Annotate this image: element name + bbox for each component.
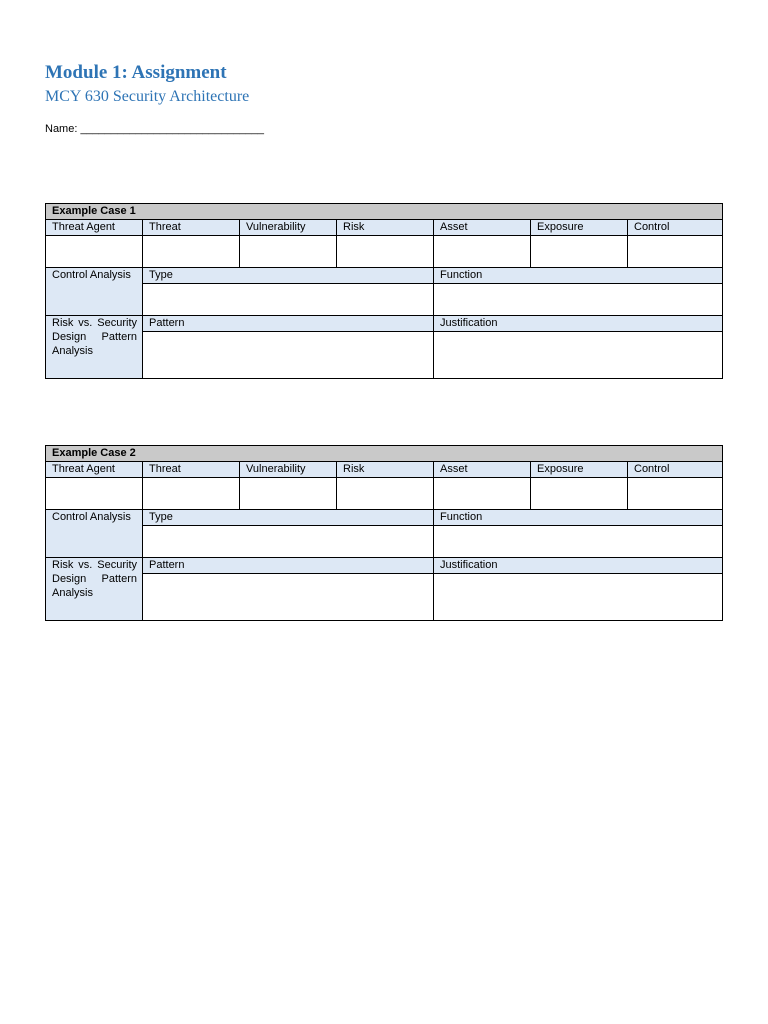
case-2-type-cell[interactable] xyxy=(143,526,434,558)
justification-label: Justification xyxy=(434,558,723,574)
function-label: Function xyxy=(434,268,723,284)
case-2-pattern-cell[interactable] xyxy=(143,574,434,621)
column-header-threat: Threat xyxy=(143,220,240,236)
case-2-threat-agent-cell[interactable] xyxy=(46,478,143,510)
case-1-table xyxy=(45,203,723,379)
case-1-pattern-cell[interactable] xyxy=(143,332,434,379)
case-2-function-cell[interactable] xyxy=(434,526,723,558)
case-2-justification-cell[interactable] xyxy=(434,574,723,621)
column-header-asset: Asset xyxy=(434,220,531,236)
case-1-type-cell[interactable] xyxy=(143,284,434,316)
column-header-threat: Threat xyxy=(143,462,240,478)
case-2-control-cell[interactable] xyxy=(628,478,723,510)
page-title: Module 1: Assignment xyxy=(45,62,227,83)
case-1-control-cell[interactable] xyxy=(628,236,723,268)
control-analysis-label: Control Analysis xyxy=(46,268,143,316)
case-1-threat-cell[interactable] xyxy=(143,236,240,268)
case-2-asset-cell[interactable] xyxy=(434,478,531,510)
case-1-threat-agent-cell[interactable] xyxy=(46,236,143,268)
type-label: Type xyxy=(143,510,434,526)
case-1-asset-cell[interactable] xyxy=(434,236,531,268)
case-2-vulnerability-cell[interactable] xyxy=(240,478,337,510)
case-1-title: Example Case 1 xyxy=(46,204,723,220)
control-analysis-label: Control Analysis xyxy=(46,510,143,558)
column-header-risk: Risk xyxy=(337,462,434,478)
column-header-asset: Asset xyxy=(434,462,531,478)
case-1-function-cell[interactable] xyxy=(434,284,723,316)
column-header-control: Control xyxy=(628,220,723,236)
case-2-title: Example Case 2 xyxy=(46,446,723,462)
case-1-risk-cell[interactable] xyxy=(337,236,434,268)
pattern-label: Pattern xyxy=(143,558,434,574)
column-header-threat-agent: Threat Agent xyxy=(46,220,143,236)
column-header-threat-agent: Threat Agent xyxy=(46,462,143,478)
pattern-label: Pattern xyxy=(143,316,434,332)
case-1-vulnerability-cell[interactable] xyxy=(240,236,337,268)
risk-pattern-analysis-label: Risk vs. Security Design Pattern Analysis xyxy=(46,558,143,621)
page-subtitle: MCY 630 Security Architecture xyxy=(45,88,250,105)
case-2-risk-cell[interactable] xyxy=(337,478,434,510)
column-header-control: Control xyxy=(628,462,723,478)
case-2-table xyxy=(45,445,723,621)
column-header-exposure: Exposure xyxy=(531,220,628,236)
risk-pattern-analysis-label: Risk vs. Security Design Pattern Analysis xyxy=(46,316,143,379)
case-1-exposure-cell[interactable] xyxy=(531,236,628,268)
column-header-risk: Risk xyxy=(337,220,434,236)
type-label: Type xyxy=(143,268,434,284)
column-header-vulnerability: Vulnerability xyxy=(240,220,337,236)
case-2-exposure-cell[interactable] xyxy=(531,478,628,510)
column-header-vulnerability: Vulnerability xyxy=(240,462,337,478)
case-2-threat-cell[interactable] xyxy=(143,478,240,510)
column-header-exposure: Exposure xyxy=(531,462,628,478)
case-1-justification-cell[interactable] xyxy=(434,332,723,379)
justification-label: Justification xyxy=(434,316,723,332)
name-field[interactable]: Name: ______________________________ xyxy=(45,123,264,135)
function-label: Function xyxy=(434,510,723,526)
